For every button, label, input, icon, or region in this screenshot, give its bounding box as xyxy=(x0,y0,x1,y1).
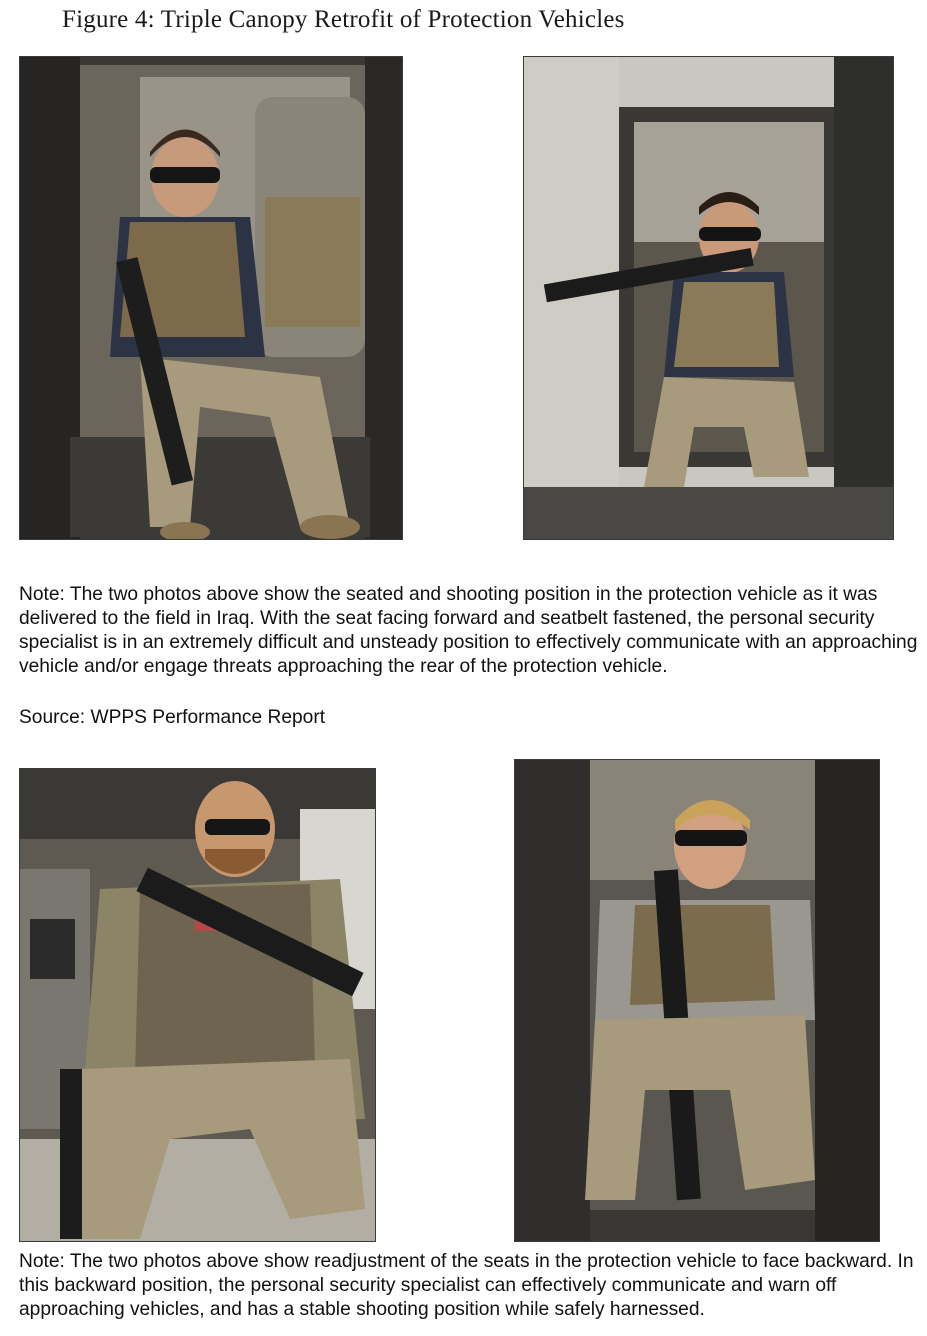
note-backward-position: Note: The two photos above show readjustment of the seats in the protection vehicle to face backward. In this backward position, the personal security specialist can effectively communicate and warn off approaching vehicles, and has a stable shooting position while safely harnessed. xyxy=(19,1251,914,1320)
figure-title: Figure 4: Triple Canopy Retrofit of Protection Vehicles xyxy=(62,6,625,33)
photo-bottom-right xyxy=(514,759,880,1242)
photo-forward-shooting xyxy=(524,57,893,539)
photo-forward-seated xyxy=(20,57,402,539)
photo-top-right xyxy=(523,56,894,540)
photo-top-left xyxy=(19,56,403,540)
photo-backward-shooting xyxy=(515,760,879,1241)
source-citation: Source: WPPS Performance Report xyxy=(19,707,326,728)
photo-bottom-left xyxy=(19,768,376,1242)
photo-backward-seated xyxy=(20,769,375,1241)
note-forward-position: Note: The two photos above show the seated and shooting position in the protection vehicle as it was delivered to the field in Iraq. With the seat facing forward and seatbelt fastened, the personal security specialist is in an extremely difficult and unsteady position to effectively communicate with an approaching vehicle and/or engage threats approaching the rear of the protection vehicle. xyxy=(19,584,918,677)
